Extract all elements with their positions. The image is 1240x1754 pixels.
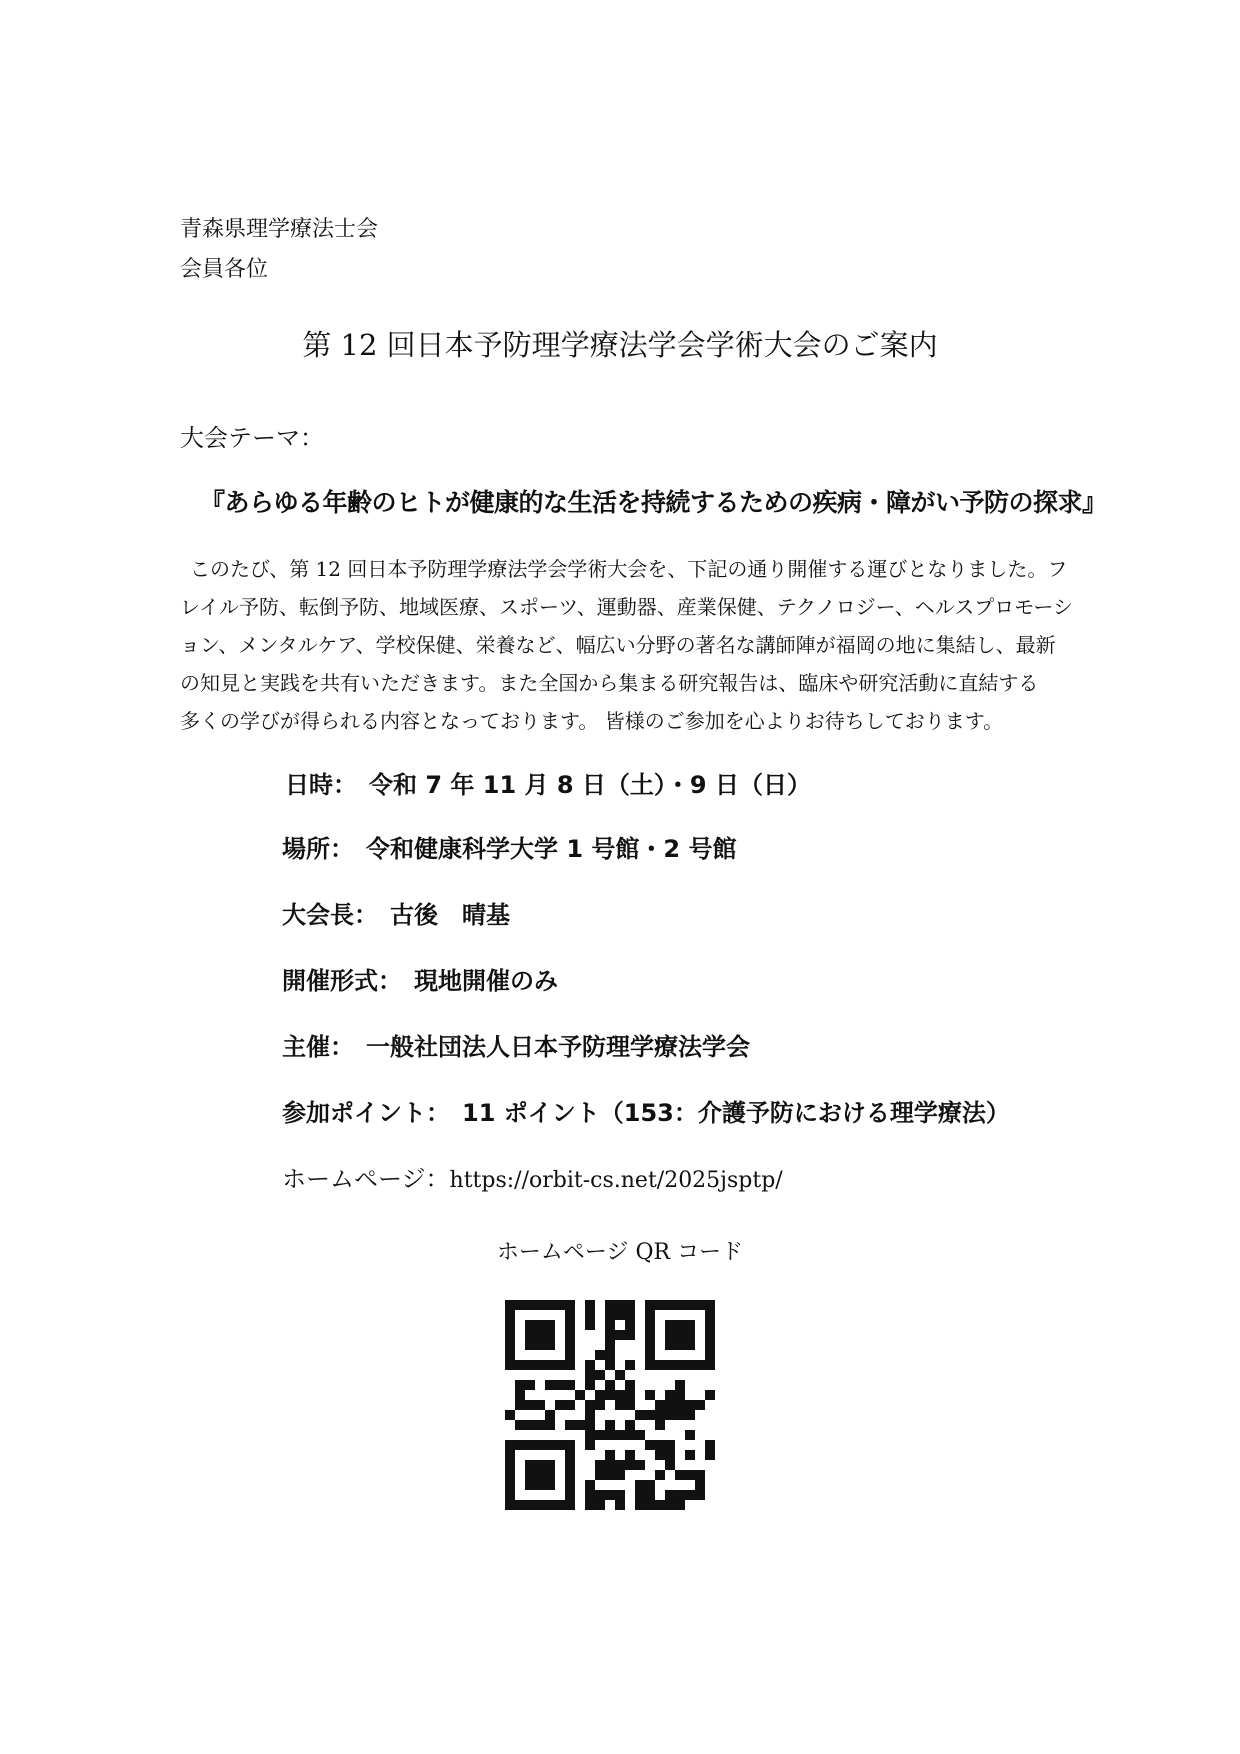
qr-module: [555, 1360, 565, 1370]
qr-module: [645, 1350, 655, 1360]
qr-module: [705, 1330, 715, 1340]
qr-module: [645, 1300, 655, 1310]
qr-module: [655, 1470, 665, 1480]
qr-module: [505, 1340, 515, 1350]
qr-module: [615, 1300, 625, 1310]
detail-label: 大会長：: [282, 901, 378, 929]
qr-module: [525, 1400, 535, 1410]
qr-module: [535, 1320, 545, 1330]
qr-module: [595, 1490, 605, 1500]
qr-module: [605, 1470, 615, 1480]
qr-module: [615, 1500, 625, 1510]
qr-module: [565, 1300, 575, 1310]
qr-module: [585, 1300, 595, 1310]
qr-module: [685, 1360, 695, 1370]
qr-module: [675, 1320, 685, 1330]
body-line: このたび、第 12 回日本予防理学療法学会学術大会を、下記の通り開催する運びとなりました。フ: [190, 557, 1068, 581]
qr-module: [505, 1490, 515, 1500]
qr-module: [645, 1410, 655, 1420]
qr-module: [695, 1300, 705, 1310]
qr-module: [545, 1460, 555, 1470]
qr-module: [585, 1480, 595, 1490]
qr-module: [625, 1320, 635, 1330]
qr-module: [545, 1410, 555, 1420]
qr-module: [515, 1400, 525, 1410]
qr-module: [645, 1440, 655, 1450]
qr-module: [695, 1400, 705, 1410]
detail-value: 11 ポイント（153：介護予防における理学療法）: [462, 1099, 1010, 1127]
qr-module: [565, 1360, 575, 1370]
qr-module: [695, 1360, 705, 1370]
qr-module: [545, 1420, 555, 1430]
qr-module: [685, 1490, 695, 1500]
qr-module: [515, 1360, 525, 1370]
qr-module: [635, 1480, 645, 1490]
qr-module: [675, 1470, 685, 1480]
qr-module: [535, 1330, 545, 1340]
qr-module: [625, 1330, 635, 1340]
qr-module: [625, 1460, 635, 1470]
qr-module: [605, 1320, 615, 1330]
qr-module: [595, 1400, 605, 1410]
qr-module: [515, 1300, 525, 1310]
qr-module: [525, 1330, 535, 1340]
qr-module: [505, 1440, 515, 1450]
qr-module: [595, 1500, 605, 1510]
qr-module: [535, 1420, 545, 1430]
qr-module: [615, 1460, 625, 1470]
qr-module: [585, 1320, 595, 1330]
qr-module: [615, 1430, 625, 1440]
qr-module: [625, 1360, 635, 1370]
qr-module: [665, 1330, 675, 1340]
qr-module: [575, 1390, 585, 1400]
qr-module: [635, 1460, 645, 1470]
qr-module: [645, 1390, 655, 1400]
qr-module: [535, 1440, 545, 1450]
qr-module: [505, 1350, 515, 1360]
qr-module: [625, 1420, 635, 1430]
qr-module: [635, 1500, 645, 1510]
qr-module: [675, 1400, 685, 1410]
qr-module: [695, 1470, 705, 1480]
qr-module: [615, 1330, 625, 1340]
qr-module: [705, 1390, 715, 1400]
qr-module: [705, 1300, 715, 1310]
qr-module: [565, 1420, 575, 1430]
qr-module: [685, 1300, 695, 1310]
body-line: 多くの学びが得られる内容となっております。 皆様のご参加を心よりお待ちしております。: [180, 709, 1004, 733]
qr-module: [675, 1340, 685, 1350]
qr-module: [705, 1340, 715, 1350]
qr-module: [585, 1430, 595, 1440]
detail-label: 場所：: [282, 835, 354, 863]
qr-module: [665, 1300, 675, 1310]
qr-module: [535, 1400, 545, 1410]
addressee-block: [180, 210, 378, 290]
qr-module: [605, 1490, 615, 1500]
qr-module: [685, 1430, 695, 1440]
qr-module: [645, 1490, 655, 1500]
qr-module: [655, 1450, 665, 1460]
theme-label: 大会テーマ：: [180, 424, 324, 452]
qr-module: [505, 1320, 515, 1330]
qr-module: [665, 1400, 675, 1410]
qr-module: [565, 1440, 575, 1450]
qr-module: [675, 1500, 685, 1510]
qr-module: [535, 1500, 545, 1510]
qr-module: [625, 1300, 635, 1310]
qr-module: [525, 1480, 535, 1490]
qr-module: [625, 1400, 635, 1410]
qr-module: [525, 1440, 535, 1450]
qr-module: [595, 1470, 605, 1480]
qr-module: [545, 1320, 555, 1330]
qr-module: [675, 1390, 685, 1400]
qr-module: [535, 1340, 545, 1350]
qr-module: [565, 1350, 575, 1360]
qr-module: [605, 1420, 615, 1430]
qr-module: [595, 1370, 605, 1380]
qr-module: [505, 1330, 515, 1340]
qr-module: [535, 1300, 545, 1310]
qr-module: [665, 1500, 675, 1510]
qr-module: [685, 1470, 695, 1480]
detail-label: 開催形式：: [282, 967, 402, 995]
detail-points: [282, 1093, 1010, 1128]
qr-module: [675, 1360, 685, 1370]
body-line: レイル予防、転倒予防、地域医療、スポーツ、運動器、産業保健、テクノロジー、ヘルスプロモーシ: [180, 595, 1073, 619]
page-title: 第 12 回日本予防理学療法学会学術大会のご案内: [302, 328, 938, 362]
qr-module: [505, 1480, 515, 1490]
qr-module: [565, 1340, 575, 1350]
qr-module: [565, 1330, 575, 1340]
detail-value: 古後 晴基: [390, 901, 510, 929]
qr-module: [565, 1460, 575, 1470]
detail-value: 現地開催のみ: [414, 967, 558, 995]
qr-module: [505, 1460, 515, 1470]
qr-module: [585, 1400, 595, 1410]
qr-module: [525, 1360, 535, 1370]
qr-module: [665, 1440, 675, 1450]
detail-venue: [282, 829, 736, 864]
qr-module: [705, 1360, 715, 1370]
qr-module: [515, 1420, 525, 1430]
qr-module: [555, 1500, 565, 1510]
addressee-organization: 青森県理学療法士会: [180, 217, 379, 242]
qr-module: [675, 1300, 685, 1310]
qr-module: [675, 1380, 685, 1390]
qr-module: [585, 1370, 595, 1380]
qr-module: [505, 1410, 515, 1420]
qr-module: [625, 1390, 635, 1400]
qr-module: [545, 1360, 555, 1370]
qr-module: [695, 1480, 705, 1490]
qr-module: [645, 1480, 655, 1490]
qr-module: [705, 1450, 715, 1460]
qr-module: [615, 1390, 625, 1400]
qr-module: [505, 1450, 515, 1460]
qr-module: [595, 1390, 605, 1400]
qr-module: [605, 1360, 615, 1370]
qr-module: [625, 1450, 635, 1460]
qr-module: [595, 1350, 605, 1360]
qr-module: [635, 1490, 645, 1500]
qr-module: [505, 1360, 515, 1370]
qr-module: [665, 1360, 675, 1370]
detail-value: 令和健康科学大学 1 号館・2 号館: [366, 835, 737, 863]
qr-module: [515, 1440, 525, 1450]
qr-module: [635, 1430, 645, 1440]
qr-module: [535, 1360, 545, 1370]
qr-module: [545, 1330, 555, 1340]
qr-module: [615, 1490, 625, 1500]
qr-module: [645, 1320, 655, 1330]
detail-organizer: [282, 1027, 750, 1062]
qr-module: [565, 1480, 575, 1490]
body-line: の知見と実践を共有いただきます。また全国から集まる研究報告は、臨床や研究活動に直結する: [180, 671, 1039, 695]
qr-module: [555, 1300, 565, 1310]
qr-module: [685, 1320, 695, 1330]
detail-label: 日時：: [285, 771, 357, 799]
qr-module: [565, 1490, 575, 1500]
qr-module: [585, 1440, 595, 1450]
qr-module: [595, 1430, 605, 1440]
qr-module: [675, 1330, 685, 1340]
qr-module: [545, 1470, 555, 1480]
qr-module: [645, 1330, 655, 1340]
detail-president: [282, 895, 510, 930]
qr-module: [615, 1400, 625, 1410]
qr-module: [585, 1310, 595, 1320]
qr-module: [505, 1500, 515, 1510]
qr-module: [585, 1420, 595, 1430]
qr-module: [695, 1490, 705, 1500]
qr-module: [565, 1380, 575, 1390]
qr-module: [605, 1380, 615, 1390]
qr-module: [665, 1390, 675, 1400]
detail-label: 参加ポイント：: [282, 1099, 450, 1127]
qr-module: [605, 1300, 615, 1310]
qr-module: [655, 1500, 665, 1510]
qr-module: [615, 1370, 625, 1380]
qr-module: [525, 1380, 535, 1390]
detail-label: ホームページ：: [282, 1165, 450, 1193]
qr-module: [585, 1410, 595, 1420]
qr-module: [675, 1490, 685, 1500]
qr-caption: ホームページ QR コード: [496, 1240, 744, 1265]
qr-module: [515, 1390, 525, 1400]
qr-module: [535, 1460, 545, 1470]
qr-module: [705, 1310, 715, 1320]
qr-module: [545, 1340, 555, 1350]
qr-module: [545, 1500, 555, 1510]
qr-module: [655, 1420, 665, 1430]
qr-module: [645, 1500, 655, 1510]
qr-module: [555, 1440, 565, 1450]
qr-module: [625, 1380, 635, 1390]
qr-module: [525, 1320, 535, 1330]
detail-homepage: [282, 1159, 783, 1194]
qr-code-image[interactable]: [505, 1300, 715, 1510]
qr-module: [505, 1300, 515, 1310]
qr-module: [585, 1380, 595, 1390]
qr-module: [685, 1330, 695, 1340]
qr-module: [505, 1470, 515, 1480]
qr-module: [645, 1310, 655, 1320]
qr-module: [665, 1490, 675, 1500]
qr-module: [525, 1420, 535, 1430]
detail-value: 一般社団法人日本予防理学療法学会: [366, 1033, 750, 1061]
qr-module: [565, 1320, 575, 1330]
qr-module: [655, 1300, 665, 1310]
qr-module: [625, 1430, 635, 1440]
qr-module: [545, 1300, 555, 1310]
qr-module: [665, 1460, 675, 1470]
body-paragraph: [180, 550, 1073, 740]
qr-module: [665, 1320, 675, 1330]
qr-module: [525, 1470, 535, 1480]
theme-text: 『あらゆる年齢のヒトが健康的な生活を持続するための疾病・障がい予防の探求』: [200, 488, 1107, 517]
qr-module: [685, 1410, 695, 1420]
qr-module: [655, 1410, 665, 1420]
qr-module: [575, 1420, 585, 1430]
detail-value: 令和 7 年 11 月 8 日（土）・9 日（日）: [369, 771, 811, 799]
qr-module: [565, 1470, 575, 1480]
qr-module: [615, 1470, 625, 1480]
qr-module: [635, 1410, 645, 1420]
qr-module: [605, 1460, 615, 1470]
qr-module: [645, 1360, 655, 1370]
qr-module: [615, 1310, 625, 1320]
qr-module: [555, 1380, 565, 1390]
qr-module: [655, 1360, 665, 1370]
qr-module: [705, 1350, 715, 1360]
qr-module: [545, 1480, 555, 1490]
qr-module: [525, 1460, 535, 1470]
qr-module: [665, 1410, 675, 1420]
detail-date: [285, 765, 811, 800]
qr-module: [605, 1430, 615, 1440]
qr-module: [665, 1450, 675, 1460]
qr-module: [565, 1400, 575, 1410]
qr-module: [515, 1500, 525, 1510]
qr-module: [605, 1350, 615, 1360]
qr-module: [565, 1500, 575, 1510]
qr-module: [505, 1310, 515, 1320]
qr-module: [545, 1380, 555, 1390]
detail-format: [282, 961, 558, 996]
qr-module: [675, 1410, 685, 1420]
body-line: ョン、メンタルケア、学校保健、栄養など、幅広い分野の著名な講師陣が福岡の地に集結し、最新: [180, 633, 1056, 657]
qr-module: [585, 1500, 595, 1510]
qr-module: [545, 1440, 555, 1450]
qr-module: [655, 1400, 665, 1410]
qr-module: [515, 1380, 525, 1390]
qr-module: [605, 1330, 615, 1340]
qr-module: [605, 1310, 615, 1320]
qr-module: [655, 1440, 665, 1450]
qr-module: [555, 1400, 565, 1410]
detail-label: 主催：: [282, 1033, 354, 1061]
qr-module: [595, 1460, 605, 1470]
qr-module: [625, 1310, 635, 1320]
qr-module: [605, 1390, 615, 1400]
qr-module: [525, 1300, 535, 1310]
qr-module: [525, 1340, 535, 1350]
addressee-members: 会員各位: [180, 257, 269, 282]
qr-module: [685, 1340, 695, 1350]
qr-module: [685, 1400, 695, 1410]
qr-module: [535, 1480, 545, 1490]
qr-module: [585, 1360, 595, 1370]
qr-module: [565, 1310, 575, 1320]
qr-module: [685, 1450, 695, 1460]
qr-module: [645, 1340, 655, 1350]
qr-module: [605, 1450, 615, 1460]
homepage-link[interactable]: https://orbit-cs.net/2025jsptp/: [449, 1168, 783, 1193]
qr-module: [525, 1500, 535, 1510]
qr-module: [705, 1440, 715, 1450]
qr-module: [665, 1340, 675, 1350]
qr-module: [535, 1470, 545, 1480]
qr-module: [565, 1450, 575, 1460]
qr-module: [605, 1340, 615, 1350]
qr-module: [705, 1320, 715, 1330]
qr-module: [585, 1490, 595, 1500]
